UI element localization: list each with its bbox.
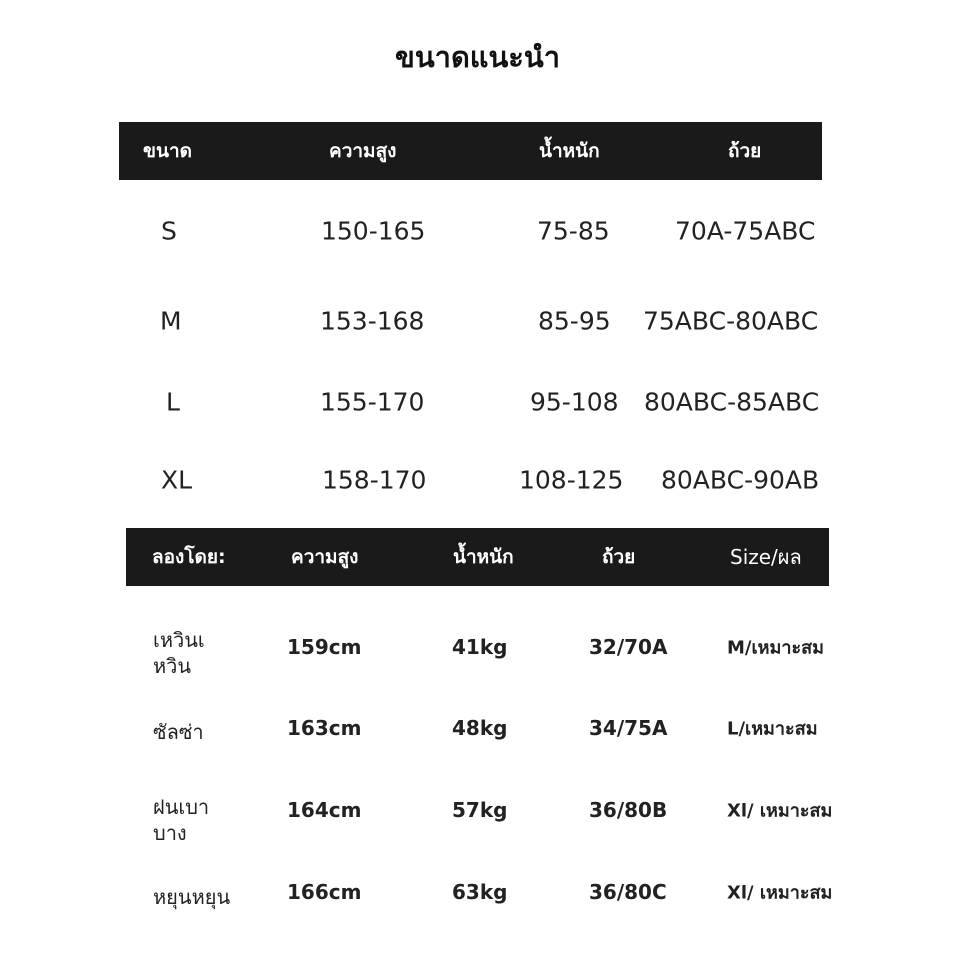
cup-cell: 36/80B [589,798,668,822]
header-weight: น้ำหนัก [453,546,514,568]
tester-name: หยุนหยุน [153,884,231,909]
height-cell: 153-168 [320,306,425,336]
header-size-result: Size/ผล [730,545,802,569]
table-row [0,790,955,845]
header-weight: น้ำหนัก [539,140,600,162]
table-row [0,872,955,912]
tester-name: เหวินเ หวิน [153,628,205,678]
weight-cell: 95-108 [530,387,619,417]
height-cell: 150-165 [321,216,426,246]
weight-cell: 63kg [452,880,508,904]
table-row [0,627,955,678]
size-table-header [119,122,822,180]
table-row [0,211,955,251]
result-cell: M/เหมาะสม [727,637,824,659]
weight-cell: 75-85 [537,216,610,246]
cup-cell: 80ABC-90AB [661,465,820,495]
size-cell: XL [161,465,193,495]
cup-cell: 32/70A [589,635,668,659]
result-cell: Xl/ เหมาะสม [727,800,833,822]
cup-cell: 36/80C [589,880,667,904]
height-cell: 166cm [287,880,362,904]
weight-cell: 57kg [452,798,508,822]
header-tried-by: ลองโดย: [152,546,226,568]
table-row [0,460,955,500]
header-height: ความสูง [291,546,359,568]
height-cell: 159cm [287,635,362,659]
table-row [0,301,955,341]
height-cell: 158-170 [322,465,427,495]
cup-cell: 34/75A [589,716,668,740]
weight-cell: 41kg [452,635,508,659]
size-cell: M [160,306,182,336]
table-row [0,382,955,422]
header-height: ความสูง [329,140,397,162]
table-row [0,708,955,748]
weight-cell: 108-125 [519,465,624,495]
weight-cell: 48kg [452,716,508,740]
height-cell: 163cm [287,716,362,740]
header-size: ขนาด [143,140,192,162]
header-cup: ถ้วย [602,546,636,568]
tester-name: ซัลซ่า [153,720,204,744]
tryon-table-header [126,528,829,586]
height-cell: 164cm [287,798,362,822]
cup-cell: 70A-75ABC [675,216,816,246]
tester-name: ฝนเบา บาง [153,795,210,845]
size-cell: L [166,387,180,417]
height-cell: 155-170 [320,387,425,417]
result-cell: L/เหมาะสม [727,718,818,740]
size-cell: S [161,216,177,246]
page-title: ขนาดแนะนำ [395,40,560,74]
result-cell: Xl/ เหมาะสม [727,882,833,904]
weight-cell: 85-95 [538,306,611,336]
cup-cell: 80ABC-85ABC [644,387,820,417]
cup-cell: 75ABC-80ABC [643,306,819,336]
header-cup: ถ้วย [728,140,762,162]
